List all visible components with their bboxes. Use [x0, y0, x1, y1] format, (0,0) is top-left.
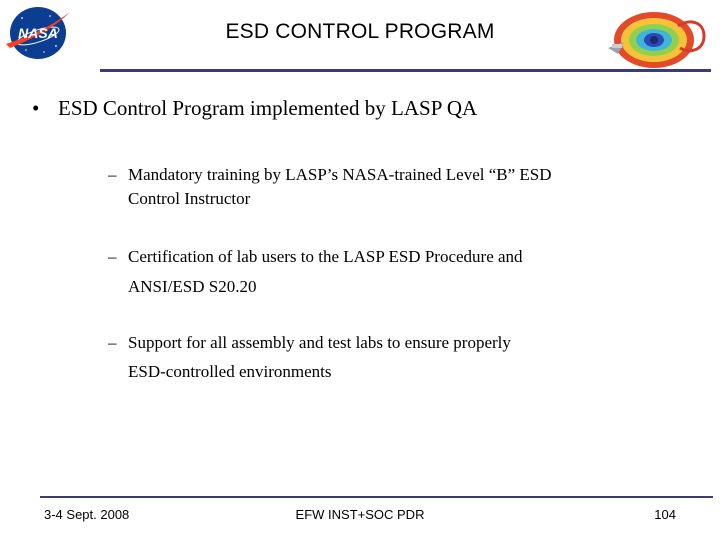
subpoint-1 [108, 163, 668, 211]
dash-marker: – [108, 333, 117, 352]
bullet-marker: • [32, 96, 40, 120]
main-bullet-text: ESD Control Program implemented by LASP QA [58, 96, 478, 120]
subpoint-3-line1: Support for all assembly and test labs to ensure properly [128, 333, 511, 352]
main-bullet [32, 96, 477, 121]
subpoint-1-line2: Control Instructor [128, 189, 251, 208]
footer-center-label: EFW INST+SOC PDR [295, 507, 425, 522]
dash-marker: – [108, 165, 117, 184]
subpoint-3-line2: ESD-controlled environments [128, 362, 332, 381]
page-number: 104 [654, 507, 676, 522]
dash-marker: – [108, 247, 117, 266]
radiation-belt-logo-icon [604, 8, 714, 70]
title-divider [100, 69, 711, 72]
subpoint-1-line1: Mandatory training by LASP’s NASA-trained Level “B” ESD [128, 165, 552, 184]
subpoint-2 [108, 245, 668, 299]
footer-date: 3-4 Sept. 2008 [44, 507, 130, 522]
page-title: ESD CONTROL PROGRAM [225, 20, 495, 43]
footer-divider [40, 496, 713, 498]
subpoint-2-line1: Certification of lab users to the LASP ESD Procedure and [128, 247, 523, 266]
nasa-logo-icon [4, 4, 72, 62]
subpoint-2-line2: ANSI/ESD S20.20 [128, 277, 257, 296]
svg-text:NASA: NASA [18, 25, 58, 41]
subpoint-3 [108, 331, 668, 384]
